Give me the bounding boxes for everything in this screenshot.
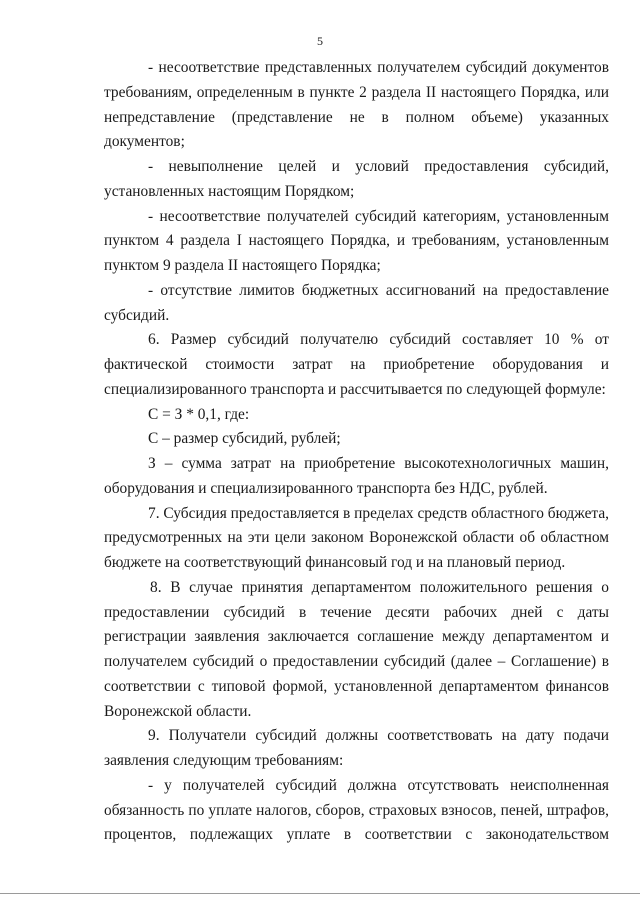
paragraph-item-6: 6. Размер субсидий получателю субсидий составляет 10 % от фактической стоимости затрат на приобретение оборудования и специализированного транспорта и рассчитывается по следующей формуле: bbox=[104, 331, 609, 398]
paragraph-category-mismatch: - несоответствие получателей субсидий категориям, установленным пунктом 4 раздела I настоящего Порядка, и требованиям, установленным пунктом 9 раздела II настоящего Порядка; bbox=[104, 207, 609, 274]
paragraph-item-9: 9. Получатели субсидий должны соответствовать на дату подачи заявления следующим требованиям: bbox=[104, 727, 609, 769]
paragraph-goals-not-met: - невыполнение целей и условий предоставления субсидий, установленных настоящим Порядком; bbox=[104, 158, 609, 200]
paragraph-item-7: 7. Субсидия предоставляется в пределах средств областного бюджета, предусмотренных на эти цели законом Воронежской области об областном бюджете на соответствующий финансовый год и на плановый период. bbox=[104, 504, 609, 571]
paragraph-no-tax-debt: - у получателей субсидий должна отсутствовать неисполненная обязанность по уплате налогов, сборов, страховых взносов, пеней, штрафов, процентов, подлежащих уплате в соответствии с законодательством bbox=[104, 776, 609, 844]
paragraph-documents-mismatch: - несоответствие представленных получателем субсидий документов требованиям, определенным в пункте 2 раздела II настоящего Порядка, или непредставление (представление не в полном объеме) указанных документов; bbox=[104, 59, 609, 151]
paragraph-no-budget-limits: - отсутствие лимитов бюджетных ассигнований на предоставление субсидий. bbox=[104, 281, 609, 324]
scan-bottom-edge bbox=[0, 893, 640, 894]
formula: С = З * 0,1, где: bbox=[148, 405, 250, 423]
page-number: 5 bbox=[317, 34, 323, 48]
document-body bbox=[104, 56, 609, 848]
formula-legend-z: З – сумма затрат на приобретение высокотехнологичных машин, оборудования и специализированного транспорта без НДС, рублей. bbox=[104, 455, 609, 497]
formula-legend-c: С – размер субсидий, рублей; bbox=[148, 430, 341, 448]
paragraph-item-8: 8. В случае принятия департаментом положительного решения о предоставлении субсидий в течение десяти рабочих дней с даты регистрации заявления заключается соглашение между департаментом и получателем субсидий о предоставлении субсидий (далее – Соглашение) в соответствии с типовой формой, установленной департаментом финансов Воронежской области. bbox=[104, 578, 609, 720]
